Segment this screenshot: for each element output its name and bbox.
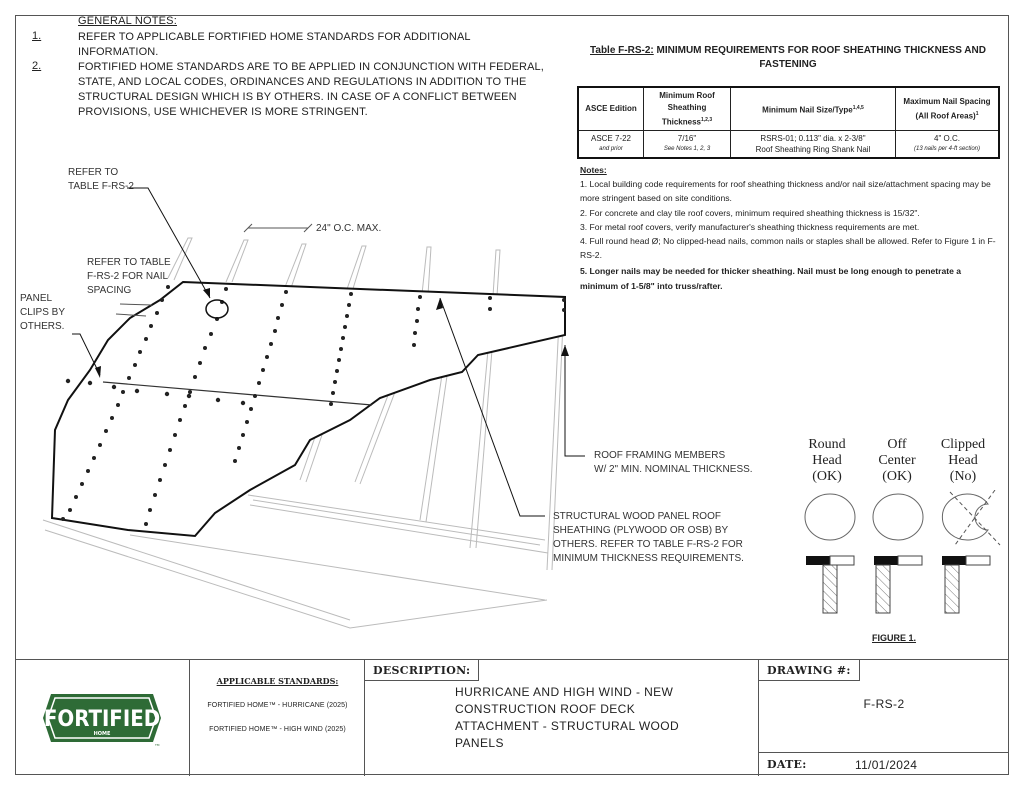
note-item: 1. Local building code requirements for roof sheathing thickness and/or nail size/attachment spacing may be more stringent based on site conditions. bbox=[580, 179, 991, 204]
description-cell bbox=[365, 660, 759, 776]
callout-refer-table: REFER TO TABLE F-RS-2 bbox=[68, 167, 134, 192]
general-note-text: REFER TO APPLICABLE FORTIFIED HOME STANDARDS FOR ADDITIONAL INFORMATION. bbox=[78, 31, 471, 58]
table-header: Maximum Nail Spacing (All Roof Areas)$^1$ bbox=[896, 87, 1000, 131]
date-row bbox=[759, 752, 1009, 772]
table-header: Minimum Roof Sheathing Thickness$^{1,2,3}$ bbox=[644, 87, 731, 131]
standards-title: APPLICABLE STANDARDS: bbox=[216, 676, 339, 686]
general-note-number: 2. bbox=[32, 60, 42, 72]
callout-framing-members: ROOF FRAMING MEMBERS W/ 2" MIN. NOMINAL THICKNESS. bbox=[594, 450, 753, 475]
drawing-number: F-RS-2 bbox=[863, 697, 905, 711]
table-id: Table F-RS-2: bbox=[590, 45, 654, 56]
figure-label-clipped-head: Clipped Head (No) bbox=[940, 437, 986, 484]
notes-title: Notes: bbox=[580, 165, 607, 175]
note-item: 2. For concrete and clay tile roof covers, minimum required sheathing thickness is 15/32". bbox=[580, 207, 920, 218]
general-notes-title: GENERAL NOTES: bbox=[78, 15, 177, 27]
callout-spacing-dimension: 24" O.C. MAX. bbox=[316, 223, 382, 234]
spacing-dimension bbox=[244, 224, 312, 232]
general-note-text: FORTIFIED HOME STANDARDS ARE TO BE APPLIED IN CONJUNCTION WITH FEDERAL, STATE, AND LOCAL CODES, ORDINANCES AND REGULATIONS IN ADDITION TO THE STRUCTURAL DESIGN WHICH IS BY OTHERS. IN CASE OF A CONFLICT BETWEEN PROVISIONS, USE WHICHEVER IS MORE STRINGENT. bbox=[78, 61, 544, 118]
drawing-number-label: DRAWING #: bbox=[759, 660, 860, 681]
callout-panel-clips: PANEL CLIPS BY OTHERS. bbox=[20, 293, 66, 332]
table-header: Minimum Nail Size/Type$^{1,4,5}$ bbox=[731, 87, 896, 131]
off-center-head-icon bbox=[873, 494, 923, 613]
drawing-info-cell bbox=[759, 660, 1009, 776]
note-item: 3. For metal roof covers, verify manufacturer's sheathing thickness requirements are met. bbox=[580, 221, 920, 232]
description-label: DESCRIPTION: bbox=[365, 660, 479, 681]
callout-nail-spacing: REFER TO TABLE F-RS-2 FOR NAIL SPACING bbox=[87, 257, 171, 296]
title-block bbox=[15, 659, 1009, 776]
note-item: 5. Longer nails may be needed for thicker sheathing. Nail must be long enough to penetrate a minimum of 1-5/8" into truss/rafter. bbox=[580, 266, 962, 291]
standard-item: FORTIFIED HOME™ - HIGH WIND (2025) bbox=[209, 726, 346, 733]
logo-cell bbox=[15, 660, 190, 776]
svg-text:TM: TM bbox=[155, 743, 160, 747]
general-note-number: 1. bbox=[32, 30, 42, 42]
note-item: 4. Full round head Ø; No clipped-head nails, common nails or staples shall be allowed. Refer to Figure 1 in F-RS-2. bbox=[580, 236, 996, 261]
clipped-head-icon bbox=[942, 490, 1000, 613]
table-cell: RSRS-01; 0.113" dia. x 2-3/8" Roof Sheathing Ring Shank Nail bbox=[731, 131, 896, 159]
standards-cell bbox=[190, 660, 365, 776]
table-cell: 4" O.C. (13 nails per 4-ft section) bbox=[896, 131, 1000, 159]
standard-item: FORTIFIED HOME™ - HURRICANE (2025) bbox=[207, 702, 348, 709]
fortified-logo bbox=[43, 688, 161, 748]
date-value: 11/01/2024 bbox=[855, 758, 918, 772]
leader-framing bbox=[565, 345, 585, 456]
logo-subtext: HOME bbox=[93, 731, 111, 737]
table-cell: 7/16" See Notes 1, 2, 3 bbox=[644, 131, 731, 159]
table-title-text: MINIMUM REQUIREMENTS FOR ROOF SHEATHING THICKNESS AND FASTENING bbox=[653, 45, 986, 70]
logo-text: FORTIFIED bbox=[43, 707, 161, 732]
callout-sheathing: STRUCTURAL WOOD PANEL ROOF SHEATHING (PLYWOOD OR OSB) BY OTHERS. REFER TO TABLE F-RS-2 FOR MINIMUM THICKNESS REQUIREMENTS. bbox=[553, 511, 744, 564]
round-head-icon bbox=[805, 494, 855, 613]
figure-label-off-center: Off Center (OK) bbox=[878, 437, 916, 484]
table-header: ASCE Edition bbox=[578, 87, 644, 131]
figure-1-nail-heads bbox=[790, 490, 1010, 620]
figure-caption: FIGURE 1. bbox=[872, 633, 917, 643]
sheathing-panel bbox=[52, 282, 565, 536]
description-text: HURRICANE AND HIGH WIND - NEW CONSTRUCTION ROOF DECK ATTACHMENT - STRUCTURAL WOOD PANELS bbox=[455, 685, 680, 750]
date-label: DATE: bbox=[767, 758, 807, 771]
figure-label-round-head: Round Head (OK) bbox=[808, 437, 846, 484]
table-cell: ASCE 7-22 and prior bbox=[578, 131, 644, 159]
